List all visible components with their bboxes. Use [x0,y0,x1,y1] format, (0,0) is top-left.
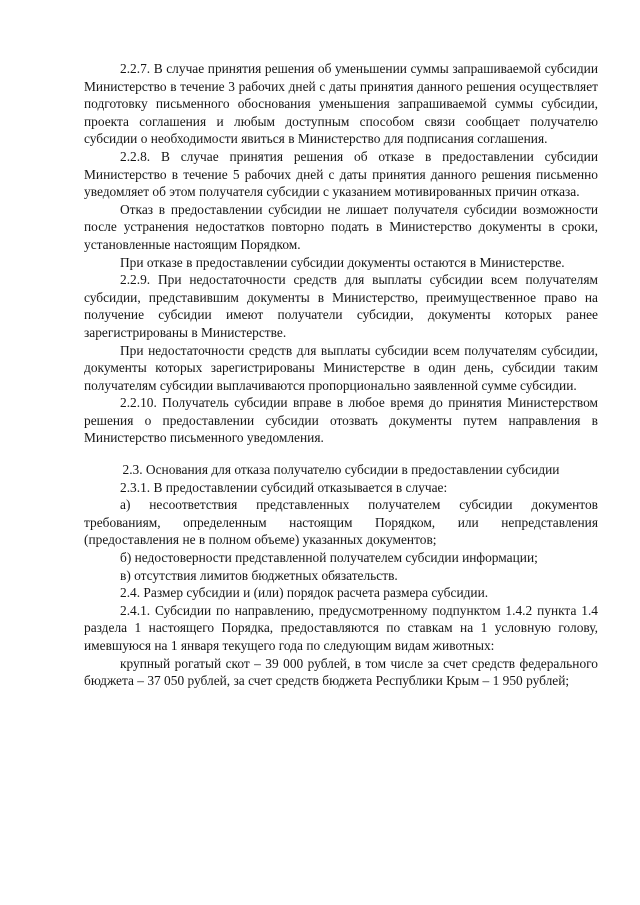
list-item-b: б) недостоверности представленной получателем субсидии информации; [120,550,538,566]
section-heading-2-3: 2.3. Основания для отказа получателю субсидии в предоставлении субсидии [122,462,560,478]
paragraph-2-2-10: 2.2.10. Получатель субсидии вправе в любое время до принятия Министерством решения о предоставлении субсидии отозвать документы путем направления в Министерство письменного уведомления. [84,395,598,446]
paragraph-proportional-payment: При недостаточности средств для выплаты субсидии всем получателям субсидии, документы которых зарегистрированы Министерстве в один день, субсидии таким получателям субсидии выплачиваются пропорционально заявленной сумме субсидии. [84,342,598,393]
list-item-a: а) несоответствия представленных получателем субсидии документов требованиям, определенным настоящим Порядком, или непредставления (предоставления не в полном объеме) указанных документов; [84,497,598,548]
paragraph-documents-remain: При отказе в предоставлении субсидии документы остаются в Министерстве. [120,254,565,270]
paragraph-refusal-resubmit: Отказ в предоставлении субсидии не лишает получателя субсидии возможности после устранения недостатков повторно подать в Министерство документы в сроки, установленные настоящим Порядком. [84,201,598,252]
paragraph-2-2-7: 2.2.7. В случае принятия решения об уменьшении суммы запрашиваемой субсидии Министерство в течение 3 рабочих дней с даты принятия данного решения осуществляет подготовку письменного обоснования уменьшения запрашиваемой суммы субсидии, проекта соглашения и любым доступным способом связи сообщает получателю субсидии о необходимости явиться в Министерство для подписания соглашения. [84,61,598,147]
paragraph-2-4-1: 2.4.1. Субсидии по направлению, предусмотренному подпунктом 1.4.2 пункта 1.4 раздела 1 настоящего Порядка, предоставляются по ставкам на 1 условную голову, имевшуюся на 1 января текущего года по следующим видам животных: [84,602,598,653]
paragraph-2-2-9: 2.2.9. При недостаточности средств для выплаты субсидии всем получателям субсидии, представившим документы в Министерство, преимущественное право на получение субсидии имеют получатели субсидии, документы которых ранее зарегистрированы в Министерстве. [84,272,598,340]
paragraph-cattle-rate: крупный рогатый скот – 39 000 рублей, в том числе за счет средств федерального бюджета – 37 050 рублей, за счет средств бюджета Республики Крым – 1 950 рублей; [84,655,598,689]
paragraph-2-4: 2.4. Размер субсидии и (или) порядок расчета размера субсидии. [120,585,489,601]
document-page [84,60,598,690]
paragraph-2-2-8: 2.2.8. В случае принятия решения об отказе в предоставлении субсидии Министерство в течение 5 рабочих дней с даты принятия данного решения письменно уведомляет об этом получателя субсидии с указанием мотивированных причин отказа. [84,148,598,200]
list-item-v: в) отсутствия лимитов бюджетных обязательств. [120,567,398,583]
paragraph-2-3-1: 2.3.1. В предоставлении субсидий отказывается в случае: [120,479,448,495]
